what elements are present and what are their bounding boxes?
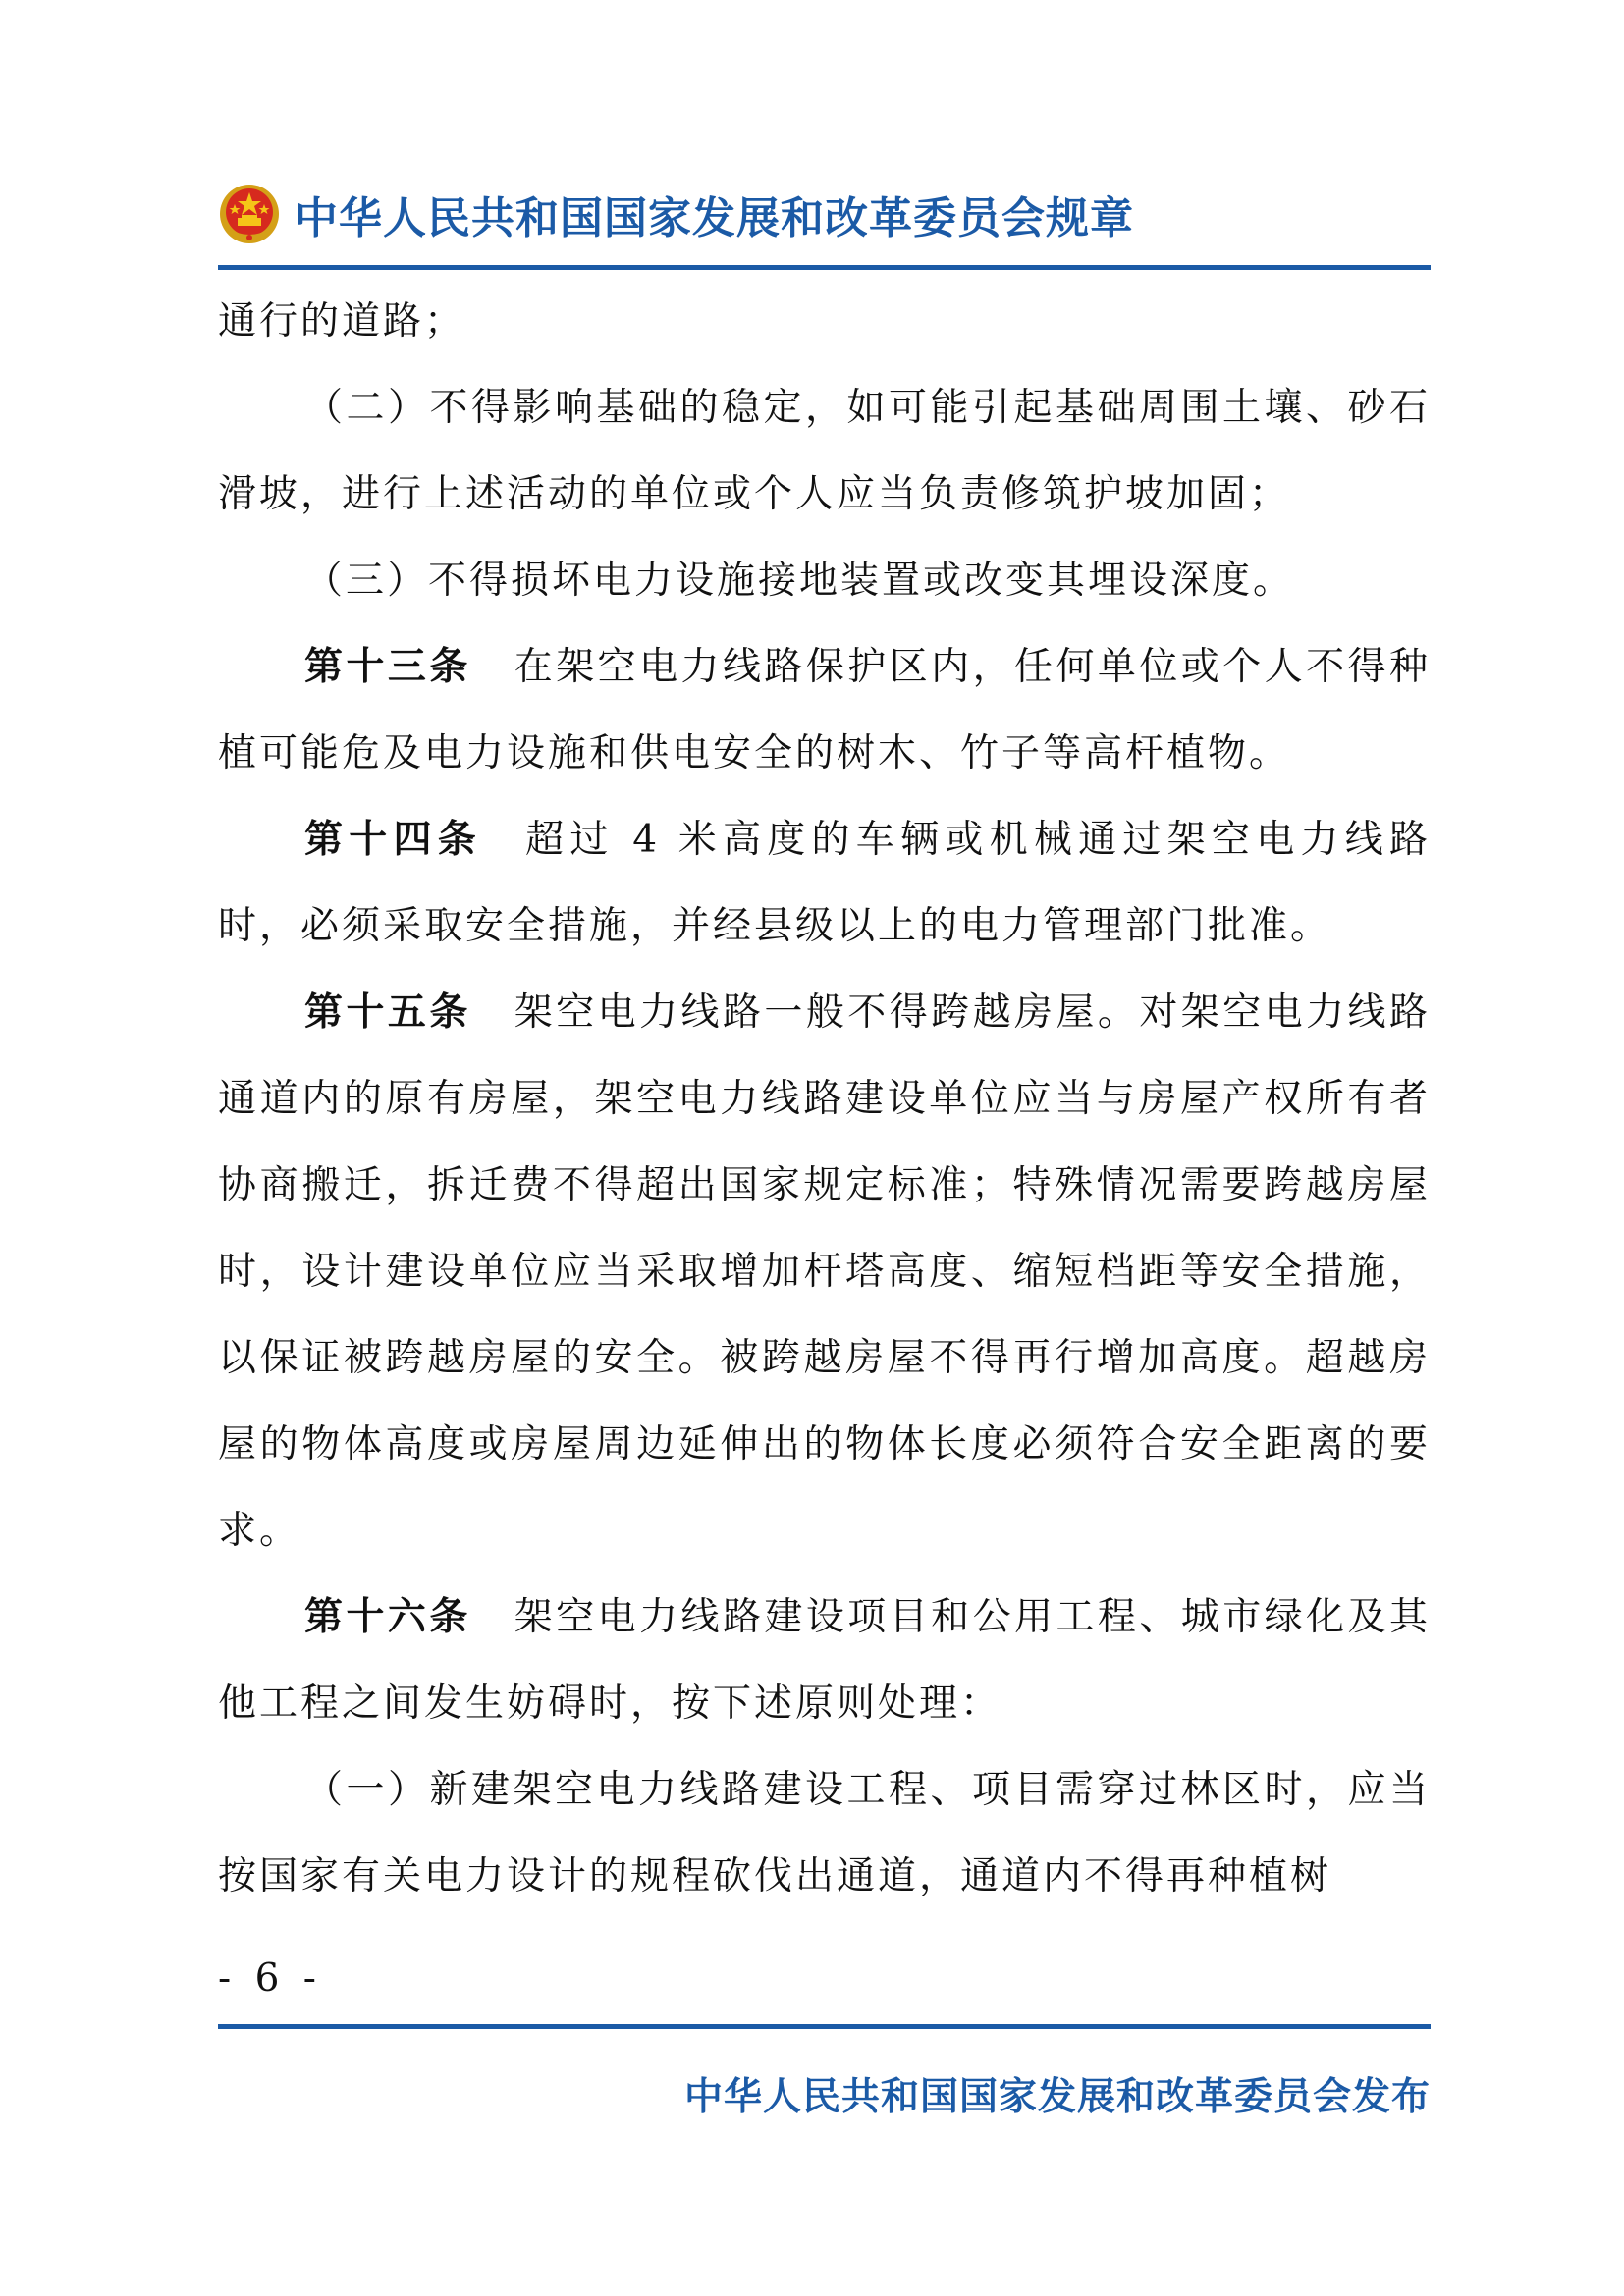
article-15-text: 架空电力线路一般不得跨越房屋。对架空电力线路通道内的原有房屋，架空电力线路建设单位应当与房屋产权所有者协商搬迁，拆迁费不得超出国家规定标准；特殊情况需要跨越房屋时，设计建设单位应当采取增加杆塔高度、缩短档距等安全措施，以保证被跨越房屋的安全。被跨越房屋不得再行增加高度。超越房屋的物体高度或房屋周边延伸出的物体长度必须符合安全距离的要求。 bbox=[218, 990, 1431, 1553]
article-14-text: 超过 4 米高度的车辆或机械通过架空电力线路时，必须采取安全措施，并经县级以上的电力管理部门批准。 bbox=[218, 818, 1431, 948]
article-16 bbox=[218, 1575, 1431, 1747]
article-14 bbox=[218, 797, 1431, 970]
document-body bbox=[218, 279, 1431, 1920]
article-16-number: 第十六条 bbox=[304, 1595, 471, 1639]
footer-publisher: 中华人民共和国国家发展和改革委员会发布 bbox=[683, 2075, 1431, 2119]
article-15-number: 第十五条 bbox=[304, 990, 471, 1035]
article-13-number: 第十三条 bbox=[304, 645, 471, 689]
article-16-text: 架空电力线路建设项目和公用工程、城市绿化及其他工程之间发生妨碍时，按下述原则处理： bbox=[218, 1595, 1431, 1726]
page-number: - 6 - bbox=[218, 1956, 322, 2001]
paragraph-item-3: （三）不得损坏电力设施接地装置或改变其埋设深度。 bbox=[304, 559, 1295, 603]
footer-divider bbox=[218, 2024, 1431, 2029]
paragraph-continuation: 通行的道路； bbox=[218, 299, 466, 344]
article-15 bbox=[218, 970, 1431, 1575]
page-header bbox=[218, 167, 1134, 261]
header-divider bbox=[218, 265, 1431, 270]
header-title: 中华人民共和国国家发展和改革委员会规章 bbox=[295, 193, 1134, 243]
article-13 bbox=[218, 624, 1431, 797]
paragraph-item-1: （一）新建架空电力线路建设工程、项目需穿过林区时，应当按国家有关电力设计的规程砍伐出通道，通道内不得再种植树 bbox=[218, 1768, 1431, 1898]
article-14-number: 第十四条 bbox=[304, 818, 483, 862]
national-emblem-icon bbox=[218, 183, 281, 245]
article-13-text: 在架空电力线路保护区内，任何单位或个人不得种植可能危及电力设施和供电安全的树木、竹子等高杆植物。 bbox=[218, 645, 1431, 775]
paragraph-item-2: （二）不得影响基础的稳定，如可能引起基础周围土壤、砂石滑坡，进行上述活动的单位或个人应当负责修筑护坡加固； bbox=[218, 386, 1431, 516]
